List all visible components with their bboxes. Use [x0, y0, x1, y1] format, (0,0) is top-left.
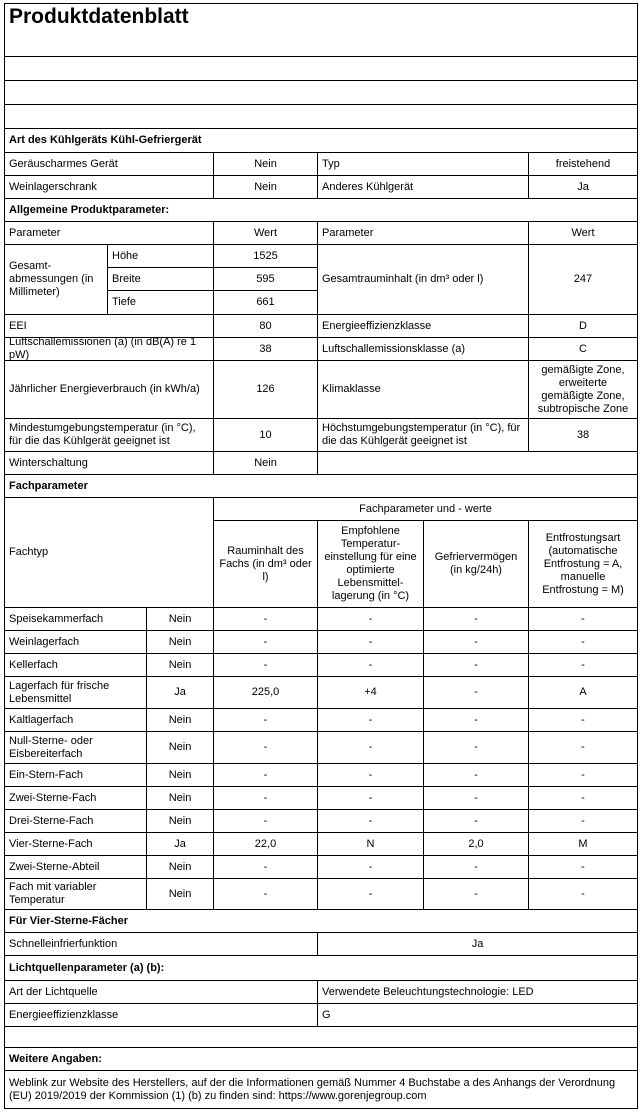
compartment-volume-text: -	[263, 741, 268, 753]
compartment-defrost-type-text: -	[581, 741, 585, 753]
compartment-volume	[213, 708, 318, 732]
light-source-heading	[4, 955, 638, 981]
compartment-present	[146, 676, 214, 709]
compartment-volume	[213, 809, 318, 833]
quiet-device-label-text: Geräuscharmes Gerät	[9, 157, 118, 170]
compartment-col-header	[317, 520, 424, 608]
noise-emission-label	[4, 337, 214, 361]
compartment-present	[146, 630, 214, 654]
compartment-present	[146, 607, 214, 631]
height-label-text: Höhe	[112, 249, 139, 262]
compartment-freezing-capacity-text: -	[474, 791, 478, 804]
energy-class-value-text: D	[579, 319, 587, 332]
compartment-freezing-capacity	[423, 878, 529, 910]
compartment-temperature-text: -	[368, 860, 373, 873]
compartment-name-text: Drei-Sterne-Fach	[9, 814, 94, 827]
compartment-temperature-text: -	[368, 741, 373, 753]
other-appliance-value	[528, 175, 638, 199]
compartment-present-text: Nein	[168, 814, 192, 827]
light-energy-class-value	[317, 1003, 638, 1027]
compartment-freezing-capacity	[423, 676, 529, 709]
fast-freeze-label	[4, 932, 318, 956]
compartment-present	[146, 731, 214, 764]
compartment-name	[4, 832, 147, 856]
empty-cell	[317, 451, 638, 475]
compartment-volume-text: -	[263, 791, 268, 804]
compartment-name	[4, 708, 147, 732]
col-header-value	[213, 221, 318, 245]
type-value	[528, 152, 638, 176]
wine-cabinet-label	[4, 175, 214, 199]
compartment-defrost-type-text: -	[581, 814, 585, 827]
type-value-text: freistehend	[555, 157, 611, 170]
light-energy-class-label	[4, 1003, 318, 1027]
col-header-value-text: Wert	[253, 226, 278, 239]
device-type-heading	[4, 128, 638, 153]
compartment-temperature-text: -	[368, 658, 373, 671]
compartment-defrost-type-text: -	[581, 713, 585, 726]
compartment-defrost-type	[528, 653, 638, 677]
compartment-freezing-capacity	[423, 763, 529, 787]
dimensions-label-text: Gesamt-abmessungen (in Millimeter)	[9, 260, 94, 298]
compartment-freezing-capacity-text: -	[474, 658, 478, 671]
further-info-heading	[4, 1047, 638, 1071]
compartment-name	[4, 607, 147, 631]
compartment-temperature-text: -	[368, 791, 373, 804]
climate-class-label-text: Klimaklasse	[322, 383, 381, 395]
depth-label	[107, 290, 214, 315]
compartment-name-text: Kaltlagerfach	[9, 713, 74, 726]
total-volume-label-text: Gesamtrauminhalt (in dm³ oder l)	[322, 273, 484, 285]
winter-switch-value-text: Nein	[254, 456, 277, 469]
compartment-temperature	[317, 731, 424, 764]
light-source-heading-text: Lichtquellenparameter (a) (b):	[9, 961, 165, 974]
compartment-temperature	[317, 832, 424, 856]
climate-class-label	[317, 360, 529, 419]
compartment-volume	[213, 607, 318, 631]
compartment-defrost-type	[528, 855, 638, 879]
compartment-col-header	[528, 520, 638, 608]
compartment-col-header-text: Empfohlene Temperatur-einstellung für eine optimierte Lebensmittel-lagerung (in °C)	[324, 525, 417, 602]
depth-label-text: Tiefe	[112, 296, 137, 308]
eei-value	[213, 314, 318, 338]
compartment-temperature-text: +4	[364, 686, 377, 698]
compartment-name	[4, 676, 147, 709]
compartment-temperature-text: -	[368, 612, 373, 625]
light-type-label	[4, 980, 318, 1004]
compartment-volume-text: -	[263, 612, 268, 625]
compartment-volume	[213, 676, 318, 709]
compartment-temperature-text: -	[368, 768, 373, 781]
min-temp-value-text: 10	[259, 428, 272, 441]
empty-row	[4, 80, 638, 105]
compartment-temperature-text: -	[368, 635, 373, 648]
compartment-volume-text: -	[263, 768, 268, 781]
compartment-defrost-type	[528, 731, 638, 764]
noise-class-label-text: Luftschallemissionsklasse (a)	[322, 342, 466, 355]
height-value-text: 1525	[253, 249, 278, 262]
min-temp-label-text: Mindestumgebungstemperatur (in °C), für die das Kühlgerät geeignet ist	[9, 422, 196, 447]
compartment-volume	[213, 653, 318, 677]
compartment-present	[146, 855, 214, 879]
min-temp-value	[213, 418, 318, 452]
compartment-col-header-text: Rauminhalt des Fachs (in dm³ oder l)	[219, 544, 312, 583]
compartment-freezing-capacity-text: -	[474, 860, 478, 873]
fast-freeze-value	[317, 932, 638, 956]
wine-cabinet-label-text: Weinlagerschrank	[9, 180, 97, 193]
page-title-text: Produktdatenblatt	[9, 5, 189, 28]
noise-emission-value	[213, 337, 318, 361]
compartment-present	[146, 809, 214, 833]
noise-emission-value-text: 38	[259, 342, 272, 355]
width-label-text: Breite	[112, 272, 141, 285]
compartment-freezing-capacity	[423, 731, 529, 764]
compartment-present-text: Nein	[168, 768, 192, 781]
col-header-parameter-text: Parameter	[322, 226, 374, 239]
col-header-parameter	[317, 221, 529, 245]
page-title	[4, 3, 638, 57]
compartment-defrost-type	[528, 607, 638, 631]
compartment-volume-text: -	[263, 814, 268, 827]
quiet-device-label	[4, 152, 214, 176]
compartment-col-header-text: Entfrostungsart (automatische Entfrostung = A, manuelle Entfrostung = M)	[542, 531, 624, 596]
compartment-freezing-capacity	[423, 809, 529, 833]
total-volume-value-text: 247	[573, 273, 593, 285]
compartment-col-header	[213, 520, 318, 608]
compartment-temperature	[317, 763, 424, 787]
compartment-params-heading	[4, 474, 638, 498]
compartment-freezing-capacity-text: -	[474, 768, 478, 781]
compartment-volume	[213, 630, 318, 654]
compartment-freezing-capacity	[423, 630, 529, 654]
further-info-text-text: Weblink zur Website des Herstellers, auf der die Informationen gemäß Nummer 4 Buchstabe a des Anhangs der Verordnung (EU) 2019/2019 der Kommission (1) (b) zu finden sind: https://www.gorenjegroup.com	[9, 1076, 616, 1102]
compartment-freezing-capacity-text: -	[474, 741, 478, 753]
compartment-defrost-type-text: A	[579, 686, 587, 698]
compartment-volume	[213, 731, 318, 764]
other-appliance-label-text: Anderes Kühlgerät	[322, 180, 414, 193]
compartment-temperature	[317, 653, 424, 677]
compartment-params-heading-text: Fachparameter	[9, 479, 88, 492]
further-info-text	[4, 1070, 638, 1109]
compartment-name-text: Null-Sterne- oder Eisbereiterfach	[9, 734, 93, 760]
height-label	[107, 244, 214, 268]
energy-class-value	[528, 314, 638, 338]
compartment-present	[146, 763, 214, 787]
compartment-defrost-type	[528, 676, 638, 709]
winter-switch-label	[4, 451, 214, 475]
compartment-volume	[213, 763, 318, 787]
max-temp-value-text: 38	[576, 428, 590, 441]
col-header-value-text: Wert	[571, 226, 595, 239]
light-type-label-text: Art der Lichtquelle	[9, 985, 98, 998]
compartment-name	[4, 731, 147, 764]
compartment-defrost-type-text: -	[581, 768, 585, 781]
col-header-parameter-text: Parameter	[9, 226, 61, 239]
total-volume-value	[528, 244, 638, 315]
max-temp-value	[528, 418, 638, 452]
compartment-freezing-capacity	[423, 832, 529, 856]
fast-freeze-label-text: Schnelleinfrierfunktion	[9, 937, 118, 950]
eei-label-text: EEI	[9, 319, 27, 332]
noise-class-label	[317, 337, 529, 361]
climate-class-value	[528, 360, 638, 419]
compartment-col-header	[423, 520, 529, 608]
quiet-device-value	[213, 152, 318, 176]
max-temp-label-text: Höchstumgebungstemperatur (in °C), für die das Kühlgerät geeignet ist	[322, 422, 521, 447]
compartment-name-text: Kellerfach	[9, 658, 58, 671]
compartment-name-text: Weinlagerfach	[9, 635, 80, 648]
compartment-present-text: Nein	[168, 860, 192, 873]
compartment-temperature	[317, 809, 424, 833]
compartment-freezing-capacity	[423, 855, 529, 879]
compartment-name	[4, 809, 147, 833]
compartment-name	[4, 855, 147, 879]
compartment-present	[146, 832, 214, 856]
wine-cabinet-value	[213, 175, 318, 199]
min-temp-label	[4, 418, 214, 452]
energy-consumption-label-text: Jährlicher Energieverbrauch (in kWh/a)	[9, 383, 200, 395]
energy-class-label	[317, 314, 529, 338]
eei-label	[4, 314, 214, 338]
compartment-group-header	[213, 497, 638, 521]
empty-row	[4, 104, 638, 129]
compartment-defrost-type	[528, 630, 638, 654]
compartment-temperature	[317, 855, 424, 879]
compartment-temperature-text: -	[368, 814, 373, 827]
compartment-temperature	[317, 630, 424, 654]
compartment-freezing-capacity-text: -	[474, 814, 478, 827]
winter-switch-label-text: Winterschaltung	[9, 456, 88, 469]
compartment-defrost-type	[528, 809, 638, 833]
noise-class-value-text: C	[579, 342, 587, 355]
compartment-volume	[213, 832, 318, 856]
compartment-volume	[213, 878, 318, 910]
compartment-present-text: Nein	[168, 612, 192, 625]
compartment-freezing-capacity	[423, 653, 529, 677]
compartment-temperature-text: N	[366, 837, 375, 850]
compartment-type-header	[4, 497, 214, 608]
compartment-freezing-capacity-text: -	[474, 713, 478, 726]
compartment-name-text: Lagerfach für frische Lebensmittel	[9, 679, 110, 705]
other-appliance-value-text: Ja	[577, 180, 589, 193]
further-info-heading-text: Weitere Angaben:	[9, 1052, 102, 1065]
compartment-type-header-text: Fachtyp	[9, 546, 49, 558]
energy-consumption-value	[213, 360, 318, 419]
light-energy-class-label-text: Energieeffizienzklasse	[9, 1008, 119, 1021]
compartment-name	[4, 878, 147, 910]
compartment-present	[146, 786, 214, 810]
compartment-group-header-text: Fachparameter und - werte	[359, 502, 492, 515]
compartment-defrost-type	[528, 763, 638, 787]
four-star-heading	[4, 909, 638, 933]
compartment-present-text: Nein	[168, 887, 192, 900]
winter-switch-value	[213, 451, 318, 475]
compartment-freezing-capacity-text: 2,0	[468, 837, 484, 850]
eei-value-text: 80	[259, 319, 272, 332]
compartment-defrost-type-text: -	[581, 887, 585, 900]
compartment-present-text: Nein	[168, 658, 192, 671]
quiet-device-value-text: Nein	[254, 157, 277, 170]
compartment-temperature	[317, 607, 424, 631]
width-value	[213, 267, 318, 291]
compartment-temperature-text: -	[368, 887, 373, 900]
max-temp-label	[317, 418, 529, 452]
compartment-volume-text: 225,0	[251, 686, 280, 698]
compartment-temperature	[317, 878, 424, 910]
compartment-present-text: Nein	[168, 713, 192, 726]
compartment-name	[4, 653, 147, 677]
compartment-present-text: Nein	[168, 741, 192, 753]
compartment-name-text: Speisekammerfach	[9, 612, 104, 625]
energy-consumption-label	[4, 360, 214, 419]
compartment-name-text: Zwei-Sterne-Abteil	[9, 860, 100, 873]
total-volume-label	[317, 244, 529, 315]
compartment-volume-text: -	[263, 887, 268, 900]
width-value-text: 595	[256, 272, 275, 285]
dimensions-label	[4, 244, 108, 315]
energy-consumption-value-text: 126	[256, 383, 275, 395]
compartment-temperature	[317, 676, 424, 709]
general-params-heading	[4, 198, 638, 222]
compartment-volume	[213, 855, 318, 879]
energy-class-label-text: Energieeffizienzklasse	[322, 319, 432, 332]
four-star-heading-text: Für Vier-Sterne-Fächer	[9, 914, 129, 927]
compartment-defrost-type-text: M	[578, 837, 588, 850]
empty-row	[4, 1026, 638, 1048]
general-params-heading-text: Allgemeine Produktparameter:	[9, 203, 170, 216]
other-appliance-label	[317, 175, 529, 199]
type-label	[317, 152, 529, 176]
compartment-present	[146, 653, 214, 677]
compartment-present-text: Ja	[174, 686, 186, 698]
compartment-defrost-type	[528, 786, 638, 810]
width-label	[107, 267, 214, 291]
wine-cabinet-value-text: Nein	[254, 180, 277, 193]
col-header-parameter	[4, 221, 214, 245]
compartment-name	[4, 630, 147, 654]
compartment-defrost-type	[528, 878, 638, 910]
height-value	[213, 244, 318, 268]
light-type-value	[317, 980, 638, 1004]
compartment-freezing-capacity	[423, 607, 529, 631]
compartment-freezing-capacity	[423, 786, 529, 810]
compartment-volume-text: -	[263, 635, 268, 648]
compartment-present-text: Ja	[174, 837, 186, 850]
compartment-present-text: Nein	[168, 791, 192, 804]
compartment-name-text: Fach mit variabler Temperatur	[9, 881, 97, 906]
compartment-volume-text: -	[263, 860, 268, 873]
compartment-col-header-text: Gefriervermögen (in kg/24h)	[434, 551, 518, 576]
compartment-freezing-capacity-text: -	[474, 887, 478, 900]
compartment-temperature	[317, 708, 424, 732]
light-energy-class-value-text: G	[322, 1008, 331, 1021]
compartment-volume-text: -	[263, 658, 268, 671]
depth-value	[213, 290, 318, 315]
compartment-name-text: Ein-Stern-Fach	[9, 768, 83, 781]
compartment-defrost-type-text: -	[581, 658, 585, 671]
compartment-defrost-type-text: -	[581, 791, 585, 804]
light-type-value-text: Verwendete Beleuchtungstechnologie: LED	[322, 985, 534, 998]
device-type-heading-text: Art des Kühlgeräts Kühl-Gefriergerät	[9, 134, 202, 146]
compartment-freezing-capacity-text: -	[474, 612, 478, 625]
compartment-defrost-type-text: -	[581, 635, 585, 648]
depth-value-text: 661	[256, 296, 275, 308]
empty-row	[4, 56, 638, 81]
compartment-temperature-text: -	[368, 713, 373, 726]
type-label-text: Typ	[322, 157, 340, 170]
compartment-volume-text: -	[263, 713, 268, 726]
compartment-freezing-capacity	[423, 708, 529, 732]
compartment-freezing-capacity-text: -	[474, 686, 478, 698]
compartment-defrost-type	[528, 832, 638, 856]
col-header-value	[528, 221, 638, 245]
compartment-present	[146, 708, 214, 732]
noise-emission-label-text: Luftschallemissionen (a) (in dB(A) re 1 pW)	[9, 337, 197, 361]
compartment-defrost-type-text: -	[581, 612, 585, 625]
noise-class-value	[528, 337, 638, 361]
compartment-present	[146, 878, 214, 910]
compartment-volume	[213, 786, 318, 810]
compartment-volume-text: 22,0	[254, 837, 277, 850]
compartment-name-text: Zwei-Sterne-Fach	[9, 791, 97, 804]
compartment-temperature	[317, 786, 424, 810]
compartment-defrost-type	[528, 708, 638, 732]
fast-freeze-value-text: Ja	[471, 937, 484, 950]
compartment-present-text: Nein	[168, 635, 192, 648]
compartment-name-text: Vier-Sterne-Fach	[9, 837, 93, 850]
compartment-name	[4, 786, 147, 810]
compartment-defrost-type-text: -	[581, 860, 585, 873]
compartment-name	[4, 763, 147, 787]
climate-class-value-text: gemäßigte Zone, erweiterte gemäßigte Zone, subtropische Zone	[537, 363, 629, 415]
compartment-freezing-capacity-text: -	[474, 635, 478, 648]
